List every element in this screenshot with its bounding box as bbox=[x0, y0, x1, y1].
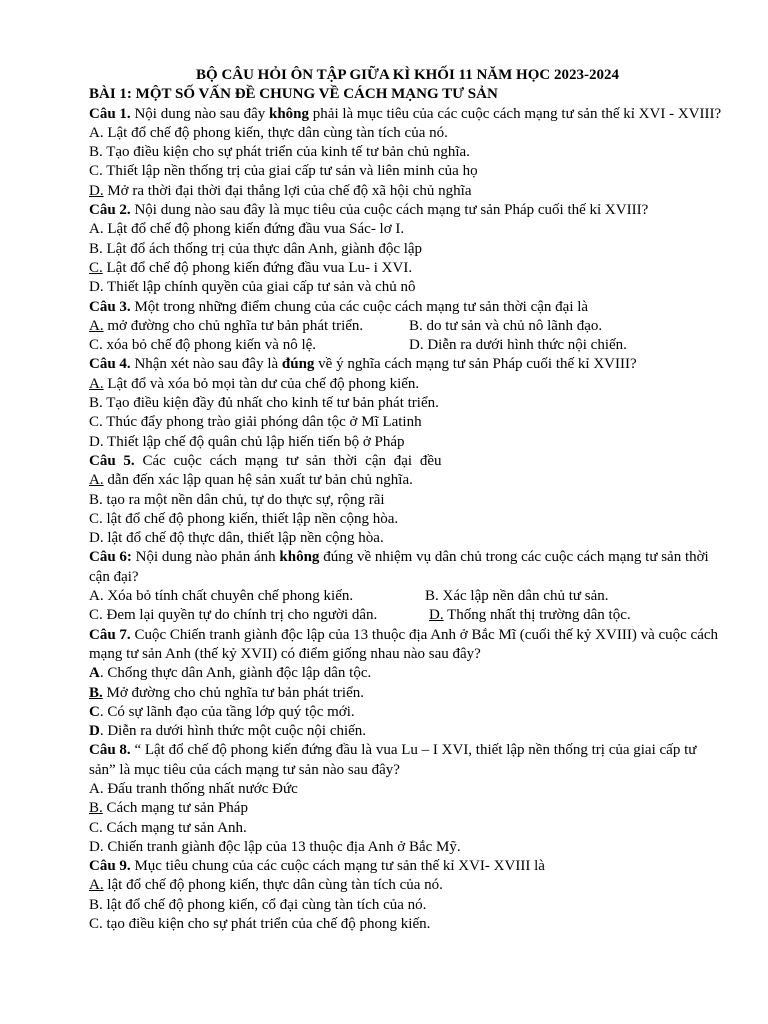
question-7-stem bbox=[89, 626, 726, 665]
question-1-text-end: phải là mục tiêu của các cuộc cách mạng tư sản thế kỉ XVI - XVIII? bbox=[309, 105, 722, 122]
question-4-option-c: C. Thúc đẩy phong trào giải phóng dân tộc ở Mĩ Latinh bbox=[89, 414, 422, 431]
question-3-option-b: B. do tư sản và chủ nô lãnh đạo. bbox=[409, 317, 603, 334]
option-text: Thống nhất thị trường dân tộc. bbox=[443, 607, 631, 624]
question-5-option-d: D. lật đổ chế độ thực dân, thiết lập nền cộng hòa. bbox=[89, 530, 384, 547]
answer-letter: D. bbox=[89, 182, 104, 199]
question-9-label: Câu 9. bbox=[89, 858, 131, 875]
question-3-row-2 bbox=[89, 336, 726, 355]
question-1-option-a: A. Lật đổ chế độ phong kiến, thực dân cùng tàn tích của nó. bbox=[89, 124, 448, 141]
question-6-option-b: B. Xác lập nền dân chủ tư sản. bbox=[425, 588, 609, 605]
question-7-option-a bbox=[89, 664, 726, 683]
question-8-option-a: A. Đấu tranh thống nhất nước Đức bbox=[89, 780, 298, 797]
option-text: . Có sự lãnh đạo của tầng lớp quý tộc mới. bbox=[99, 703, 355, 720]
question-8-stem bbox=[89, 741, 726, 780]
question-4-text-end: về ý nghĩa cách mạng tư sản Pháp cuối thế kỉ XVIII? bbox=[314, 356, 637, 373]
option-text: dẫn đến xác lập quan hệ sản xuất tư bản chủ nghĩa. bbox=[103, 472, 413, 489]
answer-letter: A. bbox=[89, 375, 104, 392]
question-6-option-d bbox=[429, 606, 631, 625]
question-9-text: Mục tiêu chung của các cuộc cách mạng tư sản thế kỉ XVI- XVIII là bbox=[130, 858, 545, 875]
answer-letter: B. bbox=[89, 800, 103, 817]
document-title: BỘ CÂU HỎI ÔN TẬP GIỮA KÌ KHỐI 11 NĂM HỌC 2023-2024 bbox=[196, 67, 619, 83]
question-2-option-b: B. Lật đổ ách thống trị của thực dân Anh, giành độc lập bbox=[89, 240, 423, 257]
option-text: . Diễn ra dưới hình thức một cuộc nội chiến. bbox=[99, 723, 367, 740]
question-6-row-1 bbox=[89, 587, 726, 606]
question-5-option-a bbox=[89, 471, 726, 490]
question-7-option-d bbox=[89, 722, 726, 741]
question-2-option-a: A. Lật đổ chế độ phong kiến đứng đầu vua Sác- lơ I. bbox=[89, 221, 405, 238]
option-text: Cách mạng tư sản Pháp bbox=[102, 800, 248, 817]
question-3 bbox=[89, 298, 726, 356]
question-9-stem bbox=[89, 857, 726, 876]
question-7-text: Cuộc Chiến tranh giành độc lập của 13 thuộc địa Anh ở Bắc Mĩ (cuối thế kỷ XVIII) và cuộc cách mạng tư sản Anh (thế kỷ XVII) có điểm giống nhau nào sau đây? bbox=[89, 626, 719, 662]
question-9-option-c: C. tạo điều kiện cho sự phát triển của chế độ phong kiến. bbox=[89, 916, 431, 933]
question-2 bbox=[89, 201, 726, 297]
question-9-option-a bbox=[89, 876, 726, 895]
lesson-heading: BÀI 1: MỘT SỐ VẤN ĐỀ CHUNG VỀ CÁCH MẠNG TƯ SẢN bbox=[89, 86, 498, 103]
question-4-option-b: B. Tạo điều kiện đầy đủ nhất cho kinh tế tư bản phát triển. bbox=[89, 395, 439, 412]
option-text: Lật đổ chế độ phong kiến đứng đầu vua Lu- i XVI. bbox=[102, 259, 413, 276]
option-letter: A bbox=[89, 665, 100, 682]
question-6-text: Nội dung nào phản ánh bbox=[131, 549, 280, 566]
question-1 bbox=[89, 105, 726, 201]
question-3-option-a bbox=[89, 317, 409, 336]
question-8-option-c: C. Cách mạng tư sản Anh. bbox=[89, 819, 247, 836]
question-6-emphasis: không bbox=[279, 549, 320, 566]
option-text: . Chống thực dân Anh, giành độc lập dân tộc. bbox=[99, 665, 372, 682]
question-3-text: Một trong những điểm chung của các cuộc cách mạng tư sản thời cận đại là bbox=[130, 298, 589, 315]
question-6-label: Câu 6: bbox=[89, 549, 132, 566]
option-text: Mở ra thời đại thời đại thắng lợi của chế độ xã hội chủ nghĩa bbox=[103, 182, 472, 199]
question-6-row-2 bbox=[89, 606, 726, 625]
answer-letter: D. bbox=[429, 607, 444, 624]
option-letter: C bbox=[89, 703, 100, 720]
question-2-option-c bbox=[89, 259, 726, 278]
question-7-option-c bbox=[89, 703, 726, 722]
question-8 bbox=[89, 741, 726, 857]
question-7 bbox=[89, 626, 726, 742]
question-4-text: Nhận xét nào sau đây là bbox=[130, 356, 282, 373]
question-8-label: Câu 8. bbox=[89, 742, 131, 759]
question-1-text: Nội dung nào sau đây bbox=[130, 105, 269, 122]
question-6 bbox=[89, 548, 726, 625]
question-8-option-d: D. Chiến tranh giành độc lập của 13 thuộc địa Anh ở Bắc Mỹ. bbox=[89, 838, 461, 855]
question-4-option-a bbox=[89, 375, 726, 394]
answer-letter: A. bbox=[89, 317, 104, 334]
question-9-option-b: B. lật đổ chế độ phong kiến, cổ đại cùng tàn tích của nó. bbox=[89, 896, 427, 913]
question-7-label: Câu 7. bbox=[89, 626, 131, 643]
question-1-stem bbox=[89, 105, 726, 124]
option-text: mở đường cho chủ nghĩa tư bản phát triển. bbox=[103, 317, 364, 334]
question-5-text: Các cuộc cách mạng tư sản thời cận đại đều bbox=[134, 452, 442, 469]
question-1-label: Câu 1. bbox=[89, 105, 131, 122]
question-8-text: “ Lật đổ chế độ phong kiến đứng đầu là vua Lu – I XVI, thiết lập nền thống trị của giai cấp tư sản” là mục tiêu của cách mạng tư sản nào sau đây? bbox=[89, 742, 697, 778]
question-3-option-c: C. xóa bỏ chế độ phong kiến và nô lệ. bbox=[89, 337, 317, 354]
option-text: Lật đổ và xóa bỏ mọi tàn dư của chế độ phong kiến. bbox=[103, 375, 420, 392]
question-1-option-d bbox=[89, 182, 726, 201]
question-6-text-end: đúng về nhiệm vụ dân chủ trong các cuộc cách mạng tư sản thời cận đại? bbox=[89, 549, 709, 585]
question-6-option-c: C. Đem lại quyền tự do chính trị cho người dân. bbox=[89, 607, 378, 624]
question-1-option-c: C. Thiết lập nền thống trị của giai cấp tư sản và liên minh của họ bbox=[89, 163, 478, 180]
answer-letter: A. bbox=[89, 877, 104, 894]
question-4-label: Câu 4. bbox=[89, 356, 131, 373]
question-3-label: Câu 3. bbox=[89, 298, 131, 315]
question-3-stem bbox=[89, 298, 726, 317]
question-8-option-b bbox=[89, 799, 726, 818]
question-4-emphasis: đúng bbox=[281, 356, 315, 373]
question-5-option-b: B. tạo ra một nền dân chủ, tự do thực sự, rộng rãi bbox=[89, 491, 385, 508]
question-2-stem bbox=[89, 201, 726, 220]
question-5-stem bbox=[89, 452, 726, 471]
question-3-row-1 bbox=[89, 317, 726, 336]
question-5 bbox=[89, 452, 726, 548]
answer-letter: B. bbox=[89, 684, 103, 701]
question-7-option-b bbox=[89, 684, 726, 703]
question-1-emphasis: không bbox=[269, 105, 310, 122]
question-4-stem bbox=[89, 355, 726, 374]
question-6-stem bbox=[89, 548, 726, 587]
option-text: Mở đường cho chủ nghĩa tư bản phát triển. bbox=[102, 684, 365, 701]
question-6-option-a: A. Xóa bỏ tính chất chuyên chế phong kiến. bbox=[89, 588, 354, 605]
question-2-label: Câu 2. bbox=[89, 202, 131, 219]
question-5-option-c: C. lật đổ chế độ phong kiến, thiết lập nền cộng hòa. bbox=[89, 510, 399, 527]
question-9 bbox=[89, 857, 726, 934]
question-3-option-d: D. Diễn ra dưới hình thức nội chiến. bbox=[409, 337, 627, 354]
question-4 bbox=[89, 355, 726, 451]
question-1-option-b: B. Tạo điều kiện cho sự phát triển của kinh tế tư bản chủ nghĩa. bbox=[89, 144, 470, 161]
option-text: lật đổ chế độ phong kiến, thực dân cùng tàn tích của nó. bbox=[103, 877, 443, 894]
answer-letter: C. bbox=[89, 259, 103, 276]
question-5-label: Câu 5. bbox=[89, 452, 135, 469]
question-2-option-d: D. Thiết lập chính quyền của giai cấp tư sản và chủ nô bbox=[89, 279, 416, 296]
answer-letter: A. bbox=[89, 472, 104, 489]
option-letter: D bbox=[89, 723, 100, 740]
question-2-text: Nội dung nào sau đây là mục tiêu của cuộc cách mạng tư sản Pháp cuối thế kỉ XVIII? bbox=[130, 202, 649, 219]
question-4-option-d: D. Thiết lập chế độ quân chủ lập hiến tiến bộ ở Pháp bbox=[89, 433, 405, 450]
